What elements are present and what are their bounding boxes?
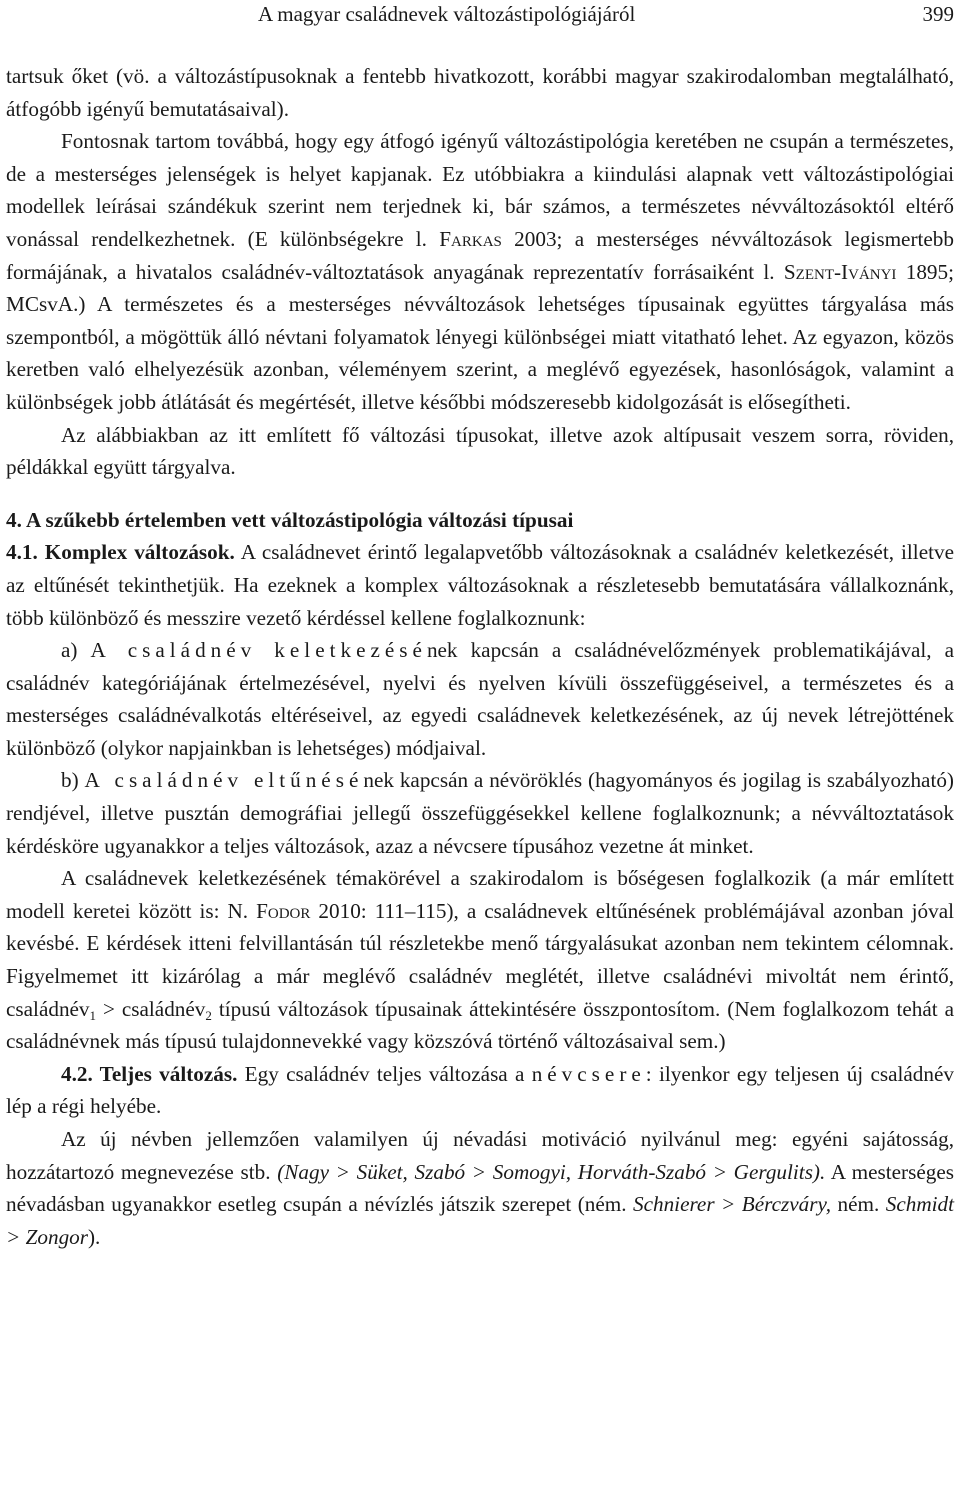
example-names: Schmidt > Zongor <box>6 1192 954 1249</box>
author-citation: Farkas <box>439 226 502 251</box>
text-run: 2003; a mesterséges névváltozások legismertebb formájának, a hivatalos családnév-változtatások anyagának reprezentatív forrásaiként l. <box>6 226 954 284</box>
text-run: A mesterséges névadásban ugyanakkor esetleg csupán a névízlés játszik szerepet (ném. <box>6 1159 954 1217</box>
text-run: ném. <box>831 1192 886 1217</box>
text-run: típusú változások típusainak áttekintésére összpontosítom. (Nem foglalkozom tehát a családnévnek más típusú tulajdonnevekké vagy közszóvá történő változásaival sem.) <box>6 996 955 1054</box>
author-citation: Szent-Iványi <box>783 259 897 284</box>
body-text <box>6 60 954 1253</box>
text-run: Egy családnév teljes változása a <box>237 1061 532 1086</box>
subsection-heading: 4.1. Komplex változások. <box>6 540 235 565</box>
text-run: nek kapcsán a családnévelőzmények problematikájával, a családnév kategóriájának értelmezésével, nyelvi és nyelven kívüli összefüggéseivel, a természetes és a mesterséges családnévalkotás eltéréseivel, az egyedi családnevek keletkezésének, az új nevek létrejöttének különböző (olykor napjainkban is lehetséges) módjaival. <box>6 638 955 760</box>
example-names: Schnierer > Bérczváry, <box>633 1192 832 1217</box>
running-title: A magyar családnevek változástipológiájáról <box>258 2 636 26</box>
paragraph-full-change <box>6 1058 954 1123</box>
subscript: 1 <box>89 1007 97 1023</box>
paragraph-examples <box>6 1123 954 1253</box>
text-run: 1895; MCsvA.) A természetes és a mesterséges névváltozások lehetséges típusainak együttes tárgyalása más szempontból, a mögöttük álló névtani folyamatok lényegi különbségei miatt vitatható lehet. Az egyazon, közös keretben való elhelyezésük azonban, véleményem szerint, a meglévő egyezések, hasonlóságok, valamint a különbségek jobb átlátását és megértését, illetve későbbi módszeresebb kidolgozását is elősegítheti. <box>6 259 954 414</box>
item-marker: b) <box>61 768 85 793</box>
paragraph-outline: Az alábbiakban az itt említett fő változási típusokat, illetve azok altípusait veszem sorra, röviden, példákkal együtt tárgyalva. <box>6 422 954 480</box>
spaced-term: A családnév keletkezésé <box>90 638 427 663</box>
paragraph-typology-scope <box>6 125 954 418</box>
text-run: A családnevet érintő legalapvetőbb változásoknak a családnév keletkezését, illetve az eltűnését tekinthetjük. Ha ezeknek a komplex változásoknak a részletesebb bemutatására vállalkoznánk, több különböző és messzire vezető kérdéssel kellene foglalkoznunk: <box>6 540 954 630</box>
text-run: > családnév <box>96 996 206 1021</box>
item-marker: a) <box>61 638 91 663</box>
text-run: : ilyenkor egy teljesen új családnév lép a régi helyébe. <box>6 1061 954 1119</box>
text-run: nek kapcsán a névöröklés (hagyományos és jogilag is szabályozható) rendjével, illetve pusztán demográfiai jellegű összefüggésekkel kellene foglalkoznunk; a névváltoztatások kérdésköre ugyanakkor a teljes változások, azaz a névcsere típusához vezetne át minket. <box>6 768 954 858</box>
text-run: A családnevek keletkezésének témakörével a szakirodalom is bőségesen foglalkozik (a már említett modell keretei között is: N. <box>6 866 954 923</box>
list-item-a <box>6 634 954 764</box>
paragraph-complex-changes <box>6 536 954 634</box>
paragraph-scope-limit <box>6 862 954 1058</box>
spaced-term: névcsere <box>531 1061 646 1086</box>
section-heading: 4. A szűkebb értelemben vett változástipológia változási típusai <box>6 507 574 532</box>
paragraph-continuation: tartsuk őket (vö. a változástípusoknak a fentebb hivatkozott, korábbi magyar szakirodalomban megtalálható, átfogóbb igényű bemutatásaival). <box>6 64 954 121</box>
running-header <box>0 0 960 28</box>
spaced-term: A családnév eltűnésé <box>84 768 364 793</box>
page-number: 399 <box>922 2 954 26</box>
author-citation: Fodor <box>256 898 311 923</box>
example-names: (Nagy > Süket, Szabó > Somogyi, Horváth-Szabó > Gergulits). <box>277 1159 826 1184</box>
text-run: ). <box>88 1224 101 1249</box>
subscript: 2 <box>205 1007 212 1023</box>
subsection-heading: 4.2. Teljes változás. <box>61 1061 238 1086</box>
text-run: Az új névben jellemzően valamilyen új névadási motiváció nyilvánul meg: egyéni sajátosság, hozzátartozó megnevezése stb. <box>6 1127 954 1184</box>
text-run: 2010: 111–115), a családnevek eltűnésének problémájával azonban jóval kevésbé. E kérdések itteni felvillantásán túl részletekbe menő tárgyalásukat azonban nem tekintem célomnak. Figyelmemet itt kizárólag a már meglévő családnév meglétét, illetve családnévi mivoltát nem érintő, családnév <box>6 898 954 1021</box>
list-item-b <box>6 764 954 862</box>
text-run: Fontosnak tartom továbbá, hogy egy átfogó igényű változástipológia keretében ne csupán a természetes, de a mesterséges jelenségek is helyet kapjanak. Ez utóbbiakra a kiindulási alapnak vett változástipológiai modellek leírásai szándékuk szerint nem terjednek ki, bár számos, a természetes névváltozásoktól eltérő vonással rendelkezhetnek. (E különbségekre l. <box>6 129 954 251</box>
